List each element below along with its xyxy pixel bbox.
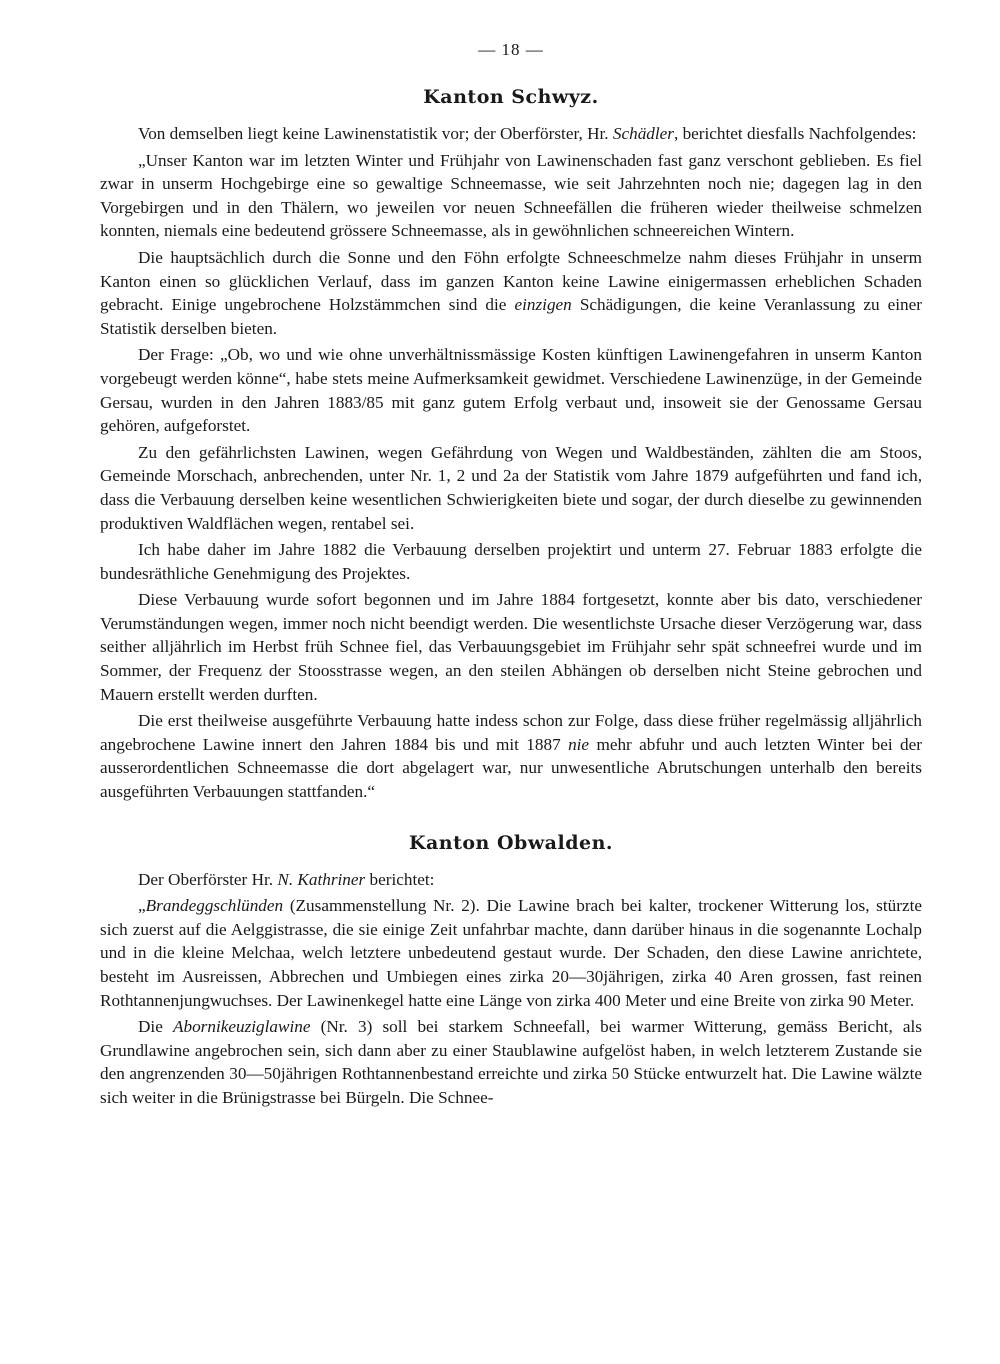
paragraph-text: , berichtet diesfalls Nachfolgendes:	[673, 124, 917, 143]
paragraph-text: Diese Verbauung wurde sofort begonnen und im Jahre 1884 fortgesetzt, konnte aber bis dato, verschiedener Verumständungen wegen, immer noch nicht beendigt werden. Die wesentlichste Ursache dieser Verzögerung war, dass seither alljährlich im Herbst früh Schnee fiel, das Verbauungsgebiet im Frühjahr sehr spät schneefrei wurde und im Sommer, der Frequenz der Stoosstrasse wegen, an den steilen Abhängen ob derselben nicht Steine gebrochen und Mauern erstellt werden durften.	[100, 590, 922, 704]
paragraph	[100, 588, 922, 706]
paragraph-text: mehr abfuhr und auch letzten Winter bei der ausserordentlichen Schneemasse die dort abgelagert war, nur unwesentliche Abrutschungen unterhalb den bereits ausgeführten Verbauungen stattfanden.“	[100, 734, 922, 802]
paragraph	[100, 122, 922, 146]
paragraph-text: (Nr. 3) soll bei starkem Schneefall, bei warmer Witterung, gemäss Bericht, als Grundlawine angebrochen sein, sich dann aber zu einer Staublawine aufgelöst haben, in welch letzterem Zustande sie den angrenzenden 30—50jährigen Rothtannenbestand erreichte und zirka 50 Stücke entwurzelt hat. Die Lawine wälzte sich weiter in die Brünigstrasse bei Bürgeln. Die Schnee-	[100, 1017, 922, 1107]
paragraph-text: Von demselben liegt keine Lawinenstatistik vor; der Oberförster, Hr.	[138, 124, 613, 143]
emphasized-text: Schädler	[612, 124, 674, 143]
emphasized-text: N. Kathriner	[277, 869, 366, 889]
paragraph-text: „	[138, 896, 146, 916]
paragraph-text: Schädigungen, die keine Veranlassung zu einer Statistik derselben bieten.	[100, 295, 923, 338]
paragraph-text: (Zusammenstellung Nr. 2). Die Lawine brach bei kalter, trockener Witterung los, stürzte sich zuerst auf die Aelggistrasse, die sie einige Zeit unfahrbar machte, dann darüber hinaus in die sogenannte Lochalp und in die kleine Melchaa, welch letztere unbedeutend gestaut wurde. Der Schaden, den diese Lawine anrichtete, besteht im Ausreissen, Abbrechen und Umbiegen eines zirka 20—30jährigen, zirka 40 Aren grossen, fast reinen Rothtannenjungwuchses. Der Lawinenkegel hatte eine Länge von zirka 400 Meter und eine Breite von zirka 90 Meter.	[100, 896, 922, 1010]
document-body	[100, 86, 922, 1110]
paragraph	[100, 149, 922, 243]
emphasized-text: Brandeggschlünden	[145, 896, 284, 916]
paragraph	[100, 709, 922, 803]
paragraph	[100, 343, 922, 437]
document-page	[100, 40, 922, 1113]
paragraph	[100, 441, 922, 535]
paragraph-text: Ich habe daher im Jahre 1882 die Verbauung derselben projektirt und unterm 27. Februar 1883 erfolgte die bundesräthliche Genehmigung des Projektes.	[100, 540, 922, 583]
paragraph-text: berichtet:	[365, 869, 435, 889]
paragraph	[100, 1015, 922, 1109]
section-heading: Kanton Schwyz.	[423, 86, 599, 108]
paragraph-text: Der Frage: „Ob, wo und wie ohne unverhältnissmässige Kosten künftigen Lawinengefahren in unserm Kanton vorgebeugt werden könne“, habe stets meine Aufmerksamkeit gewidmet. Verschiedene Lawinenzüge, in der Gemeinde Gersau, wurden in den Jahren 1883/85 mit ganz gutem Erfolg verbaut und, insoweit sie der Genossame Gersau gehören, aufgeforstet.	[100, 345, 922, 436]
page-number: — 18 —	[478, 40, 544, 59]
paragraph-text: Die erst theilweise ausgeführte Verbauung hatte indess schon zur Folge, dass diese früher regelmässig alljährlich angebrochene Lawine innert den Jahren 1884 bis und mit 1887	[100, 711, 922, 754]
paragraph	[100, 868, 922, 892]
paragraph	[100, 246, 922, 340]
paragraph-text: „Unser Kanton war im letzten Winter und Frühjahr von Lawinenschaden fast ganz verschont geblieben. Es fiel zwar in unserm Hochgebirge eine so gewaltige Schneemasse, wie seit Jahrzehnten noch nie; dagegen lag in den Vorgebirgen und in den Thälern, wo jeweilen vor neuen Schneefällen die früheren wieder theilweise schmelzen konnten, niemals eine bedeutend grössere Schneemasse, als in gewöhnlichen schneereichen Wintern.	[100, 150, 922, 241]
paragraph-text: Der Oberförster Hr.	[138, 869, 278, 889]
emphasized-text: nie	[568, 734, 590, 754]
paragraph	[100, 538, 922, 585]
section-heading: Kanton Obwalden.	[408, 831, 614, 854]
paragraph	[100, 894, 922, 1012]
emphasized-text: einzigen	[514, 295, 572, 315]
emphasized-text: Abornikeuziglawine	[172, 1017, 311, 1037]
paragraph-text: Die hauptsächlich durch die Sonne und den Föhn erfolgte Schneeschmelze nahm dieses Frühjahr in unserm Kanton einen so glücklichen Verlauf, dass im ganzen Kanton keine Lawine einigermassen erheblichen Schaden gebracht. Einige ungebrochene Holzstämmchen sind die	[100, 247, 922, 315]
paragraph-text: Zu den gefährlichsten Lawinen, wegen Gefährdung von Wegen und Waldbeständen, zählten die am Stoos, Gemeinde Morschach, anbrechenden, unter Nr. 1, 2 und 2a der Statistik vom Jahre 1879 aufgeführten und fand ich, dass die Verbauung derselben keine wesentlichen Schwierigkeiten biete und sogar, der durch dieselbe zu gewinnenden produktiven Waldflächen wegen, rentabel sei.	[100, 442, 922, 533]
paragraph-text: Die	[138, 1017, 173, 1037]
